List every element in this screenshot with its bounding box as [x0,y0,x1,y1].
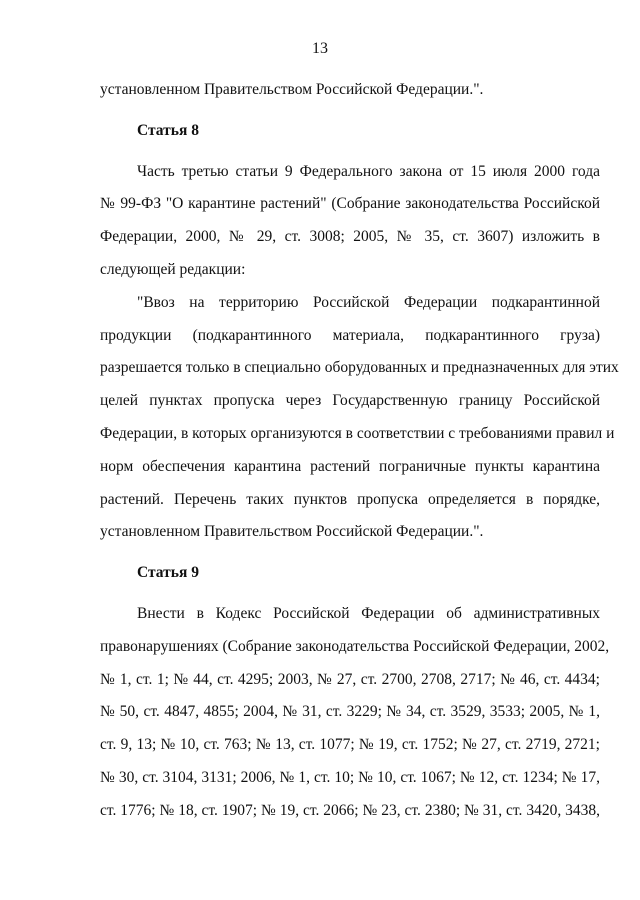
article-8-heading: Статья 8 [137,121,199,139]
text-line: установленном Правительством Российской Федерации.". [100,523,484,541]
text-line: Часть третью статьи 9 Федерального закона от 15 июля 2000 года [137,162,600,180]
text-line: продукции (подкарантинного материала, подкарантинного груза) [100,326,600,344]
article-9-heading: Статья 9 [137,564,199,582]
text-line: "Ввоз на территорию Российской Федерации подкарантинной [137,293,600,311]
text-line: правонарушениях (Собрание законодательства Российской Федерации, 2002, [100,637,610,655]
text-line: № 50, ст. 4847, 4855; 2004, № 31, ст. 3229; № 34, ст. 3529, 3533; 2005, № 1, [100,703,600,721]
article-9-paragraph-1 [100,598,610,828]
text-line: Федерации, в которых организуются в соответствии с требованиями правил и [100,424,615,442]
text-line: целей пунктах пропуска через Государственную границу Российской [100,392,600,410]
text-line: растений. Перечень таких пунктов пропуска определяется в порядке, [100,490,600,508]
page-number: 13 [312,40,328,57]
intro-line: установленном Правительством Российской Федерации.". [100,81,484,98]
text-line: Внести в Кодекс Российской Федерации об административных [137,604,600,622]
text-line: следующей редакции: [100,260,246,278]
text-line: Федерации, 2000, № 29, ст. 3008; 2005, № 35, ст. 3607) изложить в [100,228,600,246]
text-line: № 1, ст. 1; № 44, ст. 4295; 2003, № 27, ст. 2700, 2708, 2717; № 46, ст. 4434; [100,670,600,688]
document-body [100,74,619,828]
text-line: норм обеспечения карантина растений пограничные пункты карантина [100,457,600,475]
article-8-paragraph-1 [100,156,600,287]
text-line: разрешается только в специально оборудованных и предназначенных для этих [100,359,619,377]
text-line: ст. 1776; № 18, ст. 1907; № 19, ст. 2066; № 23, ст. 2380; № 31, ст. 3420, 3438, [100,801,600,819]
text-line: ст. 9, 13; № 10, ст. 763; № 13, ст. 1077; № 19, ст. 1752; № 27, ст. 2719, 2721; [100,736,600,754]
text-line: № 99-ФЗ "О карантине растений" (Собрание законодательства Российской [100,195,600,213]
article-8-paragraph-2 [100,287,619,549]
text-line: № 30, ст. 3104, 3131; 2006, № 1, ст. 10; № 10, ст. 1067; № 12, ст. 1234; № 17, [100,768,600,786]
